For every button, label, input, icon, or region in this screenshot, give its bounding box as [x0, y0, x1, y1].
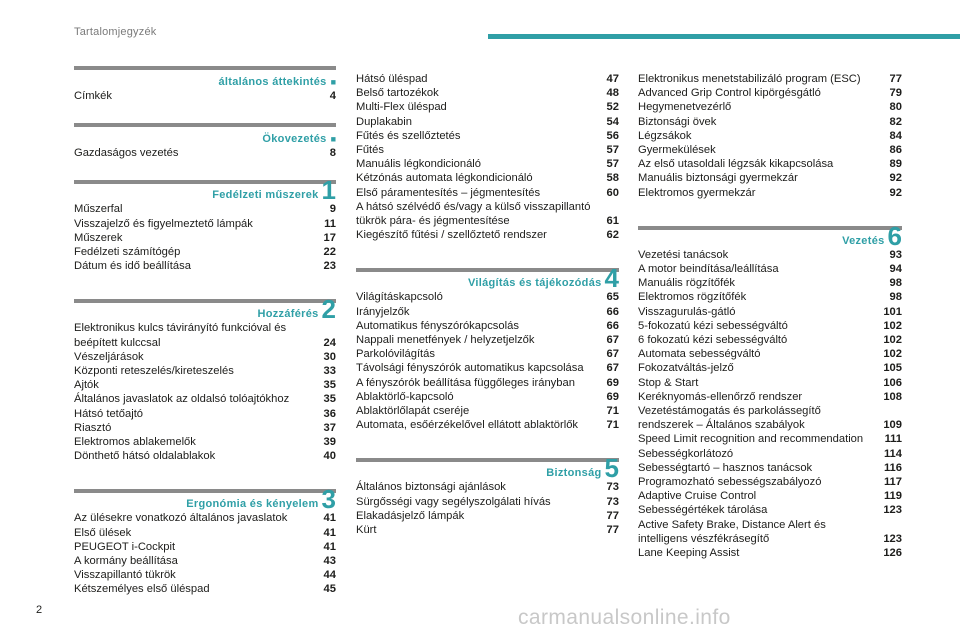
toc-entry[interactable] [356, 509, 619, 523]
toc-entry[interactable] [74, 526, 336, 540]
toc-entry-page: 37 [323, 421, 336, 434]
toc-entries [356, 290, 619, 432]
toc-entry-label: Dönthető hátsó oldalablakok [74, 450, 216, 463]
toc-entry[interactable] [638, 248, 902, 262]
toc-entry[interactable] [638, 305, 902, 319]
toc-entry-page: 89 [889, 158, 902, 171]
toc-entry[interactable] [638, 262, 902, 276]
toc-entry-page: 73 [606, 481, 619, 494]
toc-entry[interactable] [74, 89, 336, 103]
toc-entry-label: Az ülésekre vonatkozó általános javaslatok [74, 512, 288, 525]
toc-entry[interactable] [356, 200, 619, 228]
toc-entry-page: 9 [329, 203, 336, 216]
toc-entry-page: 65 [606, 291, 619, 304]
toc-entries [74, 146, 336, 160]
toc-entry-label: Ablaktörlő-kapcsoló [356, 390, 454, 403]
toc-entry[interactable] [638, 361, 902, 375]
toc-entry-label: Biztonsági övek [638, 115, 717, 128]
toc-entry[interactable] [74, 364, 336, 378]
toc-entry-page: 22 [323, 246, 336, 259]
toc-entry-label: Manuális biztonsági gyermekzár [638, 172, 798, 185]
toc-entries [74, 89, 336, 103]
toc-entry-page: 4 [329, 90, 336, 102]
section-title: Világítás és tájékozódás [467, 277, 602, 290]
toc-entry[interactable] [74, 245, 336, 259]
toc-entry-label: Légzsákok [638, 129, 692, 142]
toc-entry[interactable] [638, 333, 902, 347]
toc-entry-label: Automata, esőérzékelővel ellátott ablaktörlők [356, 419, 579, 432]
toc-entry-page: 40 [323, 450, 336, 463]
toc-entry-page: 41 [323, 512, 336, 525]
toc-entry-page: 79 [889, 87, 902, 100]
toc-entry-label: Visszajelző és figyelmeztető lámpák [74, 217, 253, 230]
toc-entry-label: Elektromos ablakemelők [74, 436, 196, 449]
toc-entry[interactable] [74, 392, 336, 406]
toc-entry-label: Advanced Grip Control kipörgésgátló [638, 87, 821, 100]
toc-entry[interactable] [356, 418, 619, 432]
toc-entry-page: 67 [606, 348, 619, 361]
section-title: Biztonság [546, 467, 602, 480]
toc-entry[interactable] [638, 404, 902, 432]
toc-entry[interactable] [638, 157, 902, 171]
toc-entry-page: 66 [606, 305, 619, 318]
toc-entry[interactable] [356, 157, 619, 171]
toc-entry-label: Fokozatváltás-jelző [638, 362, 734, 375]
section-title: Vezetés [842, 234, 885, 247]
toc-entry-page: 71 [606, 405, 619, 418]
toc-entry-page: 92 [889, 186, 902, 199]
toc-entry-label: Az első utasoldali légzsák kikapcsolása [638, 158, 834, 171]
toc-entry[interactable] [638, 129, 902, 143]
toc-entry-label: Riasztó [74, 421, 112, 434]
watermark: carmanualsonline.info [518, 606, 731, 629]
section-number: 2 [321, 294, 336, 325]
toc-entry-page: 71 [606, 419, 619, 432]
toc-entry-label: Műszerek [74, 231, 123, 244]
section-header [356, 453, 619, 484]
toc-entry-label: Elakadásjelző lámpák [356, 509, 465, 522]
toc-entry-label: Sebességkorlátozó [638, 447, 734, 460]
toc-entry-label: A hátsó szélvédő és/vagy a külső visszapillantó tükrök pára- és jégmentesítése [356, 200, 591, 228]
toc-entry[interactable] [638, 347, 902, 361]
toc-entry-label: Adaptive Cruise Control [638, 490, 757, 503]
toc-entry-page: 43 [323, 555, 336, 568]
toc-entry-page: 52 [606, 101, 619, 114]
toc-entry-label: Általános biztonsági ajánlások [356, 481, 506, 494]
toc-entry-label: Sebességtartó – hasznos tanácsok [638, 461, 813, 474]
toc-entry[interactable] [638, 143, 902, 157]
toc-column-2 [356, 60, 619, 537]
toc-entry[interactable] [356, 129, 619, 143]
toc-entry[interactable] [638, 489, 902, 503]
toc-entry[interactable] [74, 449, 336, 463]
toc-entry-page: 57 [606, 144, 619, 157]
section-title: Hozzáférés [257, 308, 319, 321]
toc-entry-page: 84 [889, 129, 902, 142]
toc-entry-page: 35 [323, 393, 336, 406]
toc-entry-page: 105 [883, 362, 902, 375]
section-rule [74, 123, 336, 127]
toc-entry-page: 80 [889, 101, 902, 114]
toc-section [74, 66, 336, 103]
toc-entry-page: 54 [606, 115, 619, 128]
toc-entry-label: Sebességértékek tárolása [638, 504, 768, 517]
toc-entry-page: 73 [606, 495, 619, 508]
toc-entry-label: PEUGEOT i-Cockpit [74, 540, 176, 553]
toc-entry-page: 69 [606, 376, 619, 389]
toc-entry[interactable] [74, 217, 336, 231]
toc-entry-label: Vészeljárások [74, 350, 144, 363]
section-rule [74, 66, 336, 70]
toc-entry-label: Hátsó üléspad [356, 73, 428, 85]
toc-entries [74, 321, 336, 463]
toc-entry-label: Stop & Start [638, 376, 699, 389]
toc-entry[interactable] [356, 115, 619, 129]
toc-entry[interactable] [356, 333, 619, 347]
section-number: 1 [321, 175, 336, 206]
toc-entry[interactable] [74, 231, 336, 245]
toc-entry[interactable] [356, 171, 619, 185]
toc-entry-page: 35 [323, 379, 336, 392]
toc-entry-page: 102 [883, 348, 902, 361]
toc-entry-label: Vezetéstámogatás és parkolássegítő rendszerek – Általános szabályok [638, 405, 821, 432]
section-header [356, 263, 619, 294]
toc-entry[interactable] [356, 390, 619, 404]
toc-entry-page: 58 [606, 172, 619, 185]
toc-entry-label: Fedélzeti számítógép [74, 246, 181, 259]
toc-entry[interactable] [74, 435, 336, 449]
toc-entry-page: 67 [606, 362, 619, 375]
square-bullet-icon: ■ [330, 77, 336, 87]
toc-entry[interactable] [638, 546, 902, 560]
toc-entry[interactable] [638, 432, 902, 446]
section-header [74, 72, 336, 88]
toc-entry-label: Programozható sebességszabályozó [638, 476, 822, 489]
toc-entry[interactable] [638, 475, 902, 489]
toc-entry-page: 108 [883, 390, 902, 403]
toc-entry-page: 44 [323, 569, 336, 582]
toc-entry-label: Nappali menetfények / helyzetjelzők [356, 334, 535, 347]
toc-entry[interactable] [638, 390, 902, 404]
toc-entry[interactable] [74, 378, 336, 392]
toc-entry[interactable] [356, 361, 619, 375]
toc-entry[interactable] [356, 143, 619, 157]
toc-entry[interactable] [638, 115, 902, 129]
toc-entry-page: 23 [323, 260, 336, 273]
toc-entry-label: Világításkapcsoló [356, 291, 443, 304]
toc-entry-label: Gyermekülések [638, 144, 716, 157]
toc-entry[interactable] [74, 202, 336, 216]
section-number: 4 [604, 263, 619, 294]
toc-entry-label: Ajtók [74, 379, 99, 392]
toc-entry[interactable] [638, 276, 902, 290]
toc-entry[interactable] [356, 86, 619, 100]
toc-entry-label: Fűtés és szellőztetés [356, 129, 461, 142]
toc-entry[interactable] [356, 305, 619, 319]
toc-entry-page: 114 [883, 447, 902, 460]
toc-entry-label: Manuális légkondicionáló [356, 158, 482, 171]
toc-entry-page: 45 [323, 583, 336, 596]
toc-entry-page: 8 [329, 147, 336, 160]
toc-entry-page: 98 [889, 291, 902, 304]
toc-entries [638, 248, 902, 560]
toc-entry[interactable] [356, 186, 619, 200]
toc-entry[interactable] [74, 407, 336, 421]
toc-entry-label: Kétszemélyes első üléspad [74, 583, 210, 596]
toc-entry-label: A motor beindítása/leállítása [638, 263, 779, 276]
toc-entry-label: Lane Keeping Assist [638, 547, 740, 560]
toc-entry-page: 39 [323, 436, 336, 449]
toc-entry-label: Hegymenetvezérlő [638, 101, 732, 114]
toc-entry-page: 94 [889, 263, 902, 276]
toc-entry-label: Automatikus fényszórókapcsolás [356, 319, 519, 332]
toc-entry-label: Központi reteszelés/kireteszelés [74, 365, 234, 378]
toc-entry[interactable] [638, 86, 902, 100]
toc-entry[interactable] [74, 350, 336, 364]
toc-entry-label: Sürgősségi vagy segélyszolgálati hívás [356, 495, 551, 508]
toc-entry-label: Kiegészítő fűtési / szellőztető rendszer [356, 229, 547, 242]
toc-entry-label: Fűtés [356, 144, 384, 157]
toc-entry[interactable] [638, 290, 902, 304]
toc-entry-page: 30 [323, 350, 336, 363]
toc-entry-label: Automata sebességváltó [638, 348, 761, 361]
toc-entry[interactable] [356, 480, 619, 494]
toc-entry[interactable] [356, 100, 619, 114]
toc-entry-label: 6 fokozatú kézi sebességváltó [638, 334, 788, 347]
toc-entry[interactable] [638, 518, 902, 546]
section-title: általános áttekintés [218, 76, 327, 88]
toc-entry-label: Elektromos rögzítőfék [638, 291, 747, 304]
toc-entry-page: 82 [889, 115, 902, 128]
toc-entry[interactable] [356, 376, 619, 390]
toc-entry[interactable] [74, 421, 336, 435]
toc-entry[interactable] [638, 319, 902, 333]
toc-entry-page: 123 [883, 504, 902, 517]
toc-entry[interactable] [74, 568, 336, 582]
toc-entry-page: 11 [324, 217, 336, 230]
toc-entry-label: Manuális rögzítőfék [638, 277, 736, 290]
toc-entry-page: 102 [883, 334, 902, 347]
toc-entry-page: 48 [606, 87, 619, 100]
toc-entry-page: 62 [606, 229, 619, 242]
toc-entry-label: Speed Limit recognition and recommendation [638, 433, 864, 446]
toc-entry-page: 86 [889, 144, 902, 157]
toc-section [74, 484, 336, 596]
toc-entry-label: Gazdaságos vezetés [74, 147, 179, 160]
toc-entry-label: Távolsági fényszórók automatikus kapcsolása [356, 362, 584, 375]
toc-entry[interactable] [356, 319, 619, 333]
toc-entry-page: 98 [889, 277, 902, 290]
toc-entry-label: 5-fokozatú kézi sebességváltó [638, 319, 788, 332]
toc-entry-page: 33 [323, 365, 336, 378]
toc-entry[interactable] [356, 72, 619, 86]
toc-entry[interactable] [638, 447, 902, 461]
toc-entry-page: 60 [606, 186, 619, 199]
toc-entry-page: 17 [323, 231, 336, 244]
toc-entry-label: Első ülések [74, 526, 132, 539]
toc-entry-label: Címkék [74, 90, 112, 102]
toc-entry-label: Elektromos gyermekzár [638, 186, 756, 199]
toc-entry[interactable] [74, 554, 336, 568]
section-header [74, 129, 336, 145]
toc-entry[interactable] [638, 186, 902, 200]
toc-entry-page: 69 [606, 390, 619, 403]
section-number: 6 [887, 220, 902, 251]
section-header [74, 294, 336, 325]
toc-entry-page: 61 [606, 215, 619, 228]
section-title: Ökovezetés [262, 133, 327, 146]
header-accent-bar [488, 34, 960, 39]
section-header [74, 175, 336, 206]
toc-entry[interactable] [74, 511, 336, 525]
toc-entry-page: 92 [889, 172, 902, 185]
toc-entry-label: Műszerfal [74, 203, 123, 216]
toc-entry-page: 101 [883, 305, 902, 318]
square-bullet-icon: ■ [330, 134, 336, 145]
toc-entry-page: 119 [883, 490, 902, 503]
toc-entry-page: 102 [883, 319, 902, 332]
toc-entry-page: 67 [606, 334, 619, 347]
toc-entry-page: 106 [883, 376, 902, 389]
toc-section [74, 123, 336, 160]
toc-entry[interactable] [356, 523, 619, 537]
toc-column-3 [638, 60, 902, 560]
toc-entry-label: Elektronikus kulcs távirányító funkcióval és beépített kulccsal [74, 322, 287, 349]
toc-entry-label: Visszagurulás-gátló [638, 305, 736, 318]
toc-entry-label: Multi-Flex üléspad [356, 101, 447, 114]
toc-entry-label: Hátsó tetőajtó [74, 407, 144, 420]
toc-entry-label: Keréknyomás-ellenőrző rendszer [638, 390, 803, 403]
toc-entry-page: 36 [323, 407, 336, 420]
section-title: Fedélzeti műszerek [212, 189, 319, 202]
toc-entry-label: A fényszórók beállítása függőleges irányban [356, 376, 575, 389]
toc-entry[interactable] [356, 404, 619, 418]
toc-entries [74, 202, 336, 273]
toc-entry-page: 116 [883, 461, 902, 474]
toc-entry-label: Parkolóvilágítás [356, 348, 435, 361]
toc-section [356, 72, 619, 242]
toc-entry-page: 41 [323, 526, 336, 539]
toc-entry-label: Ablaktörlőlapát cseréje [356, 405, 470, 418]
toc-entry[interactable] [356, 228, 619, 242]
toc-entry[interactable] [74, 321, 336, 349]
section-title: Ergonómia és kényelem [186, 498, 319, 511]
toc-entry[interactable] [638, 100, 902, 114]
toc-entry[interactable] [356, 495, 619, 509]
toc-entry-label: Vezetési tanácsok [638, 248, 729, 261]
toc-entry-label: Első páramentesítés – jégmentesítés [356, 186, 541, 199]
toc-entry-page: 126 [883, 547, 902, 560]
toc-entry-page: 56 [606, 129, 619, 142]
toc-entry-page: 111 [884, 433, 902, 446]
toc-entry-page: 123 [883, 532, 902, 545]
toc-entry[interactable] [638, 376, 902, 390]
toc-section [356, 263, 619, 432]
toc-entry-label: Általános javaslatok az oldalsó tolóajtókhoz [74, 393, 290, 406]
toc-entry-label: Belső tartozékok [356, 87, 439, 100]
toc-entry-label: A kormány beállítása [74, 555, 178, 568]
toc-entry-page: 93 [889, 248, 902, 261]
toc-column-1 [74, 60, 336, 597]
toc-entry[interactable] [74, 582, 336, 596]
toc-entry-page: 117 [883, 476, 902, 489]
toc-entry-page: 77 [606, 524, 619, 537]
toc-entry-label: Duplakabin [356, 115, 412, 128]
toc-section [356, 453, 619, 537]
toc-entry-label: Elektronikus menetstabilizáló program (ESC) [638, 73, 861, 85]
toc-section [638, 72, 902, 200]
toc-entry-label: Irányjelzők [356, 305, 410, 318]
toc-entry-page: 41 [323, 540, 336, 553]
page-number: 2 [36, 604, 43, 616]
toc-entry-label: Kürt [356, 524, 377, 537]
section-header [638, 220, 902, 251]
toc-entries [356, 480, 619, 537]
toc-entry[interactable] [74, 540, 336, 554]
toc-section [74, 175, 336, 273]
toc-entry-label: Visszapillantó tükrök [74, 569, 176, 582]
toc-entry[interactable] [74, 146, 336, 160]
section-number: 5 [604, 453, 619, 484]
toc-entry[interactable] [356, 290, 619, 304]
toc-entry-label: Active Safety Brake, Distance Alert és intelligens vészfékrásegítő [638, 518, 826, 545]
header-title: Tartalomjegyzék [74, 26, 157, 38]
toc-entry[interactable] [638, 461, 902, 475]
toc-entry[interactable] [74, 259, 336, 273]
section-number: 3 [321, 484, 336, 515]
toc-entry-page: 77 [889, 73, 902, 85]
section-header [74, 484, 336, 515]
toc-entry[interactable] [638, 72, 902, 86]
toc-entry-page: 47 [606, 73, 619, 85]
toc-section [638, 220, 902, 560]
toc-section [74, 294, 336, 463]
toc-entries [638, 72, 902, 200]
toc-entry-page: 24 [323, 336, 336, 349]
toc-entry[interactable] [638, 171, 902, 185]
toc-entry-page: 109 [883, 419, 902, 432]
toc-entry-page: 77 [606, 509, 619, 522]
toc-entry[interactable] [356, 347, 619, 361]
toc-entry[interactable] [638, 503, 902, 517]
toc-entries [74, 511, 336, 596]
toc-entry-page: 57 [606, 158, 619, 171]
toc-entry-label: Dátum és idő beállítása [74, 260, 191, 273]
toc-entry-page: 66 [606, 319, 619, 332]
toc-entry-label: Kétzónás automata légkondicionáló [356, 172, 533, 185]
toc-entries [356, 72, 619, 242]
